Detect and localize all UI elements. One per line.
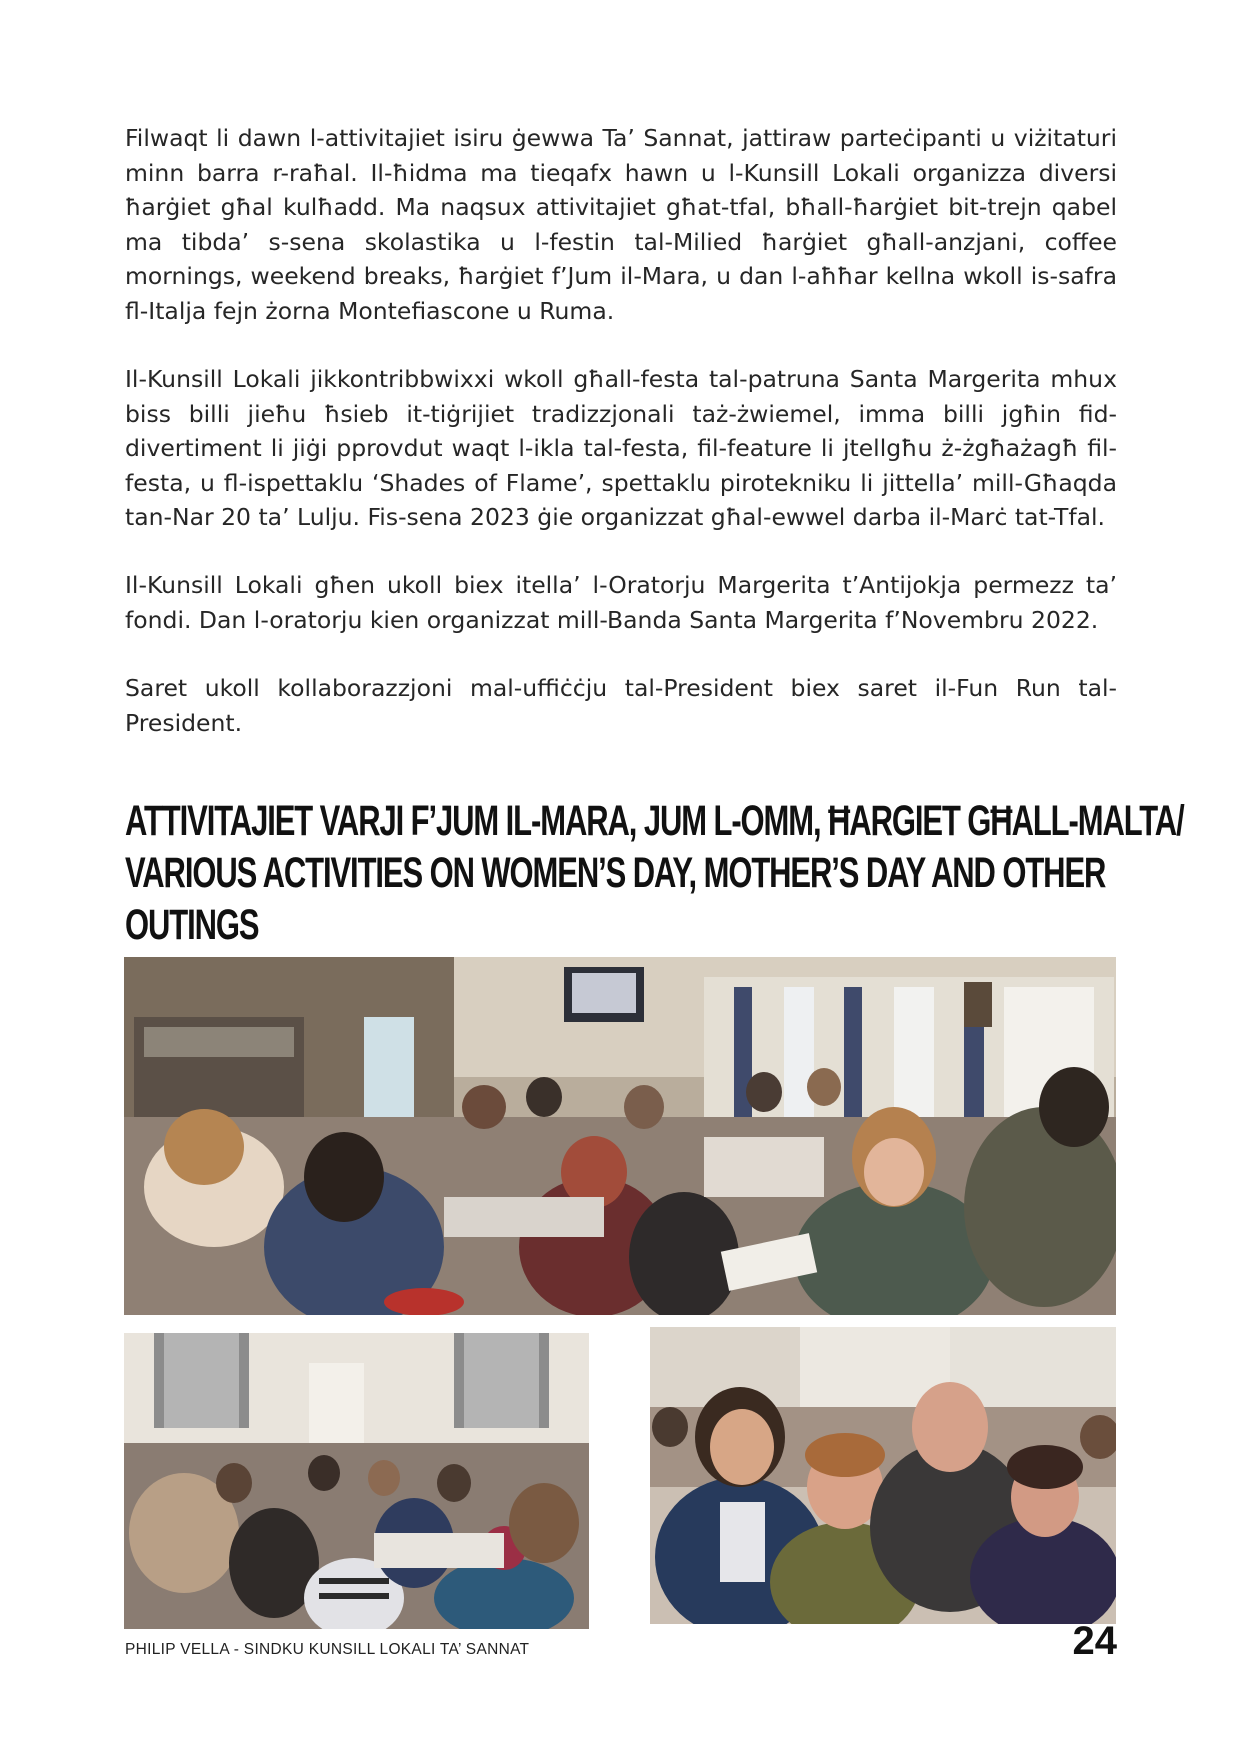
paragraph-fun-run: Saret ukoll kollaborazzjoni mal-uffiċċju tal-President biex saret il-Fun Run tal-President. xyxy=(125,674,1117,737)
women-day-hall-photo xyxy=(124,957,1116,1315)
section-heading-line-1: ATTIVITAJIET VARJI F’JUM IL-MARA, JUM L-OMM, ĦARGIET GĦALL-MALTA/ xyxy=(125,797,1184,845)
section-heading-line-2: VARIOUS ACTIVITIES ON WOMEN’S DAY, MOTHER’S DAY AND OTHER xyxy=(125,849,1106,897)
paragraph-outings: Filwaqt li dawn l-attivitajiet isiru ġewwa Ta’ Sannat, jattiraw parteċipanti u viżitaturi minn barra r-raħal. Il-ħidma ma tieqafx hawn u l-Kunsill Lokali organizza diversi ħarġiet għal kulħadd. Ma naqsux attivitajiet għat-tfal, bħall-ħarġiet bit-trejn qabel ma tibda’ s-sena skolastika u l-festin tal-Milied ħarġiet għall-anzjani, coffee mornings, weekend breaks, ħarġiet f’Jum il-Mara, u dan l-aħħar kellna wkoll is-safra fl-Italja fejn żorna Montefiascone u Ruma. xyxy=(125,124,1117,325)
footer-text: PHILIP VELLA - SINDKU KUNSILL LOKALI TA’ SANNAT xyxy=(125,1641,530,1658)
group-portrait-photo xyxy=(650,1327,1116,1624)
paragraph-oratorju: Il-Kunsill Lokali għen ukoll biex itella’ l-Oratorju Margerita t’Antijokja permezz ta’ fondi. Dan l-oratorju kien organizzat mill-Banda Santa Margerita f’Novembru 2022. xyxy=(125,571,1117,634)
paragraph-festa: Il-Kunsill Lokali jikkontribbwixxi wkoll għall-festa tal-patruna Santa Margerita mhux biss billi jieħu ħsieb it-tiġrijiet tradizzjonali taż-żwiemel, imma billi jgħin fid-divertiment li jiġi pprovdut waqt l-ikla tal-festa, fil-feature li jtellgħu ż-żgħażagħ fil-festa, u fl-ispettaklu ‘Shades of Flame’, spettaklu pirotekniku li jittella’ mill-Għaqda tan-Nar 20 ta’ Lulju. Fis-sena 2023 ġie organizzat għal-ewwel darba il-Marċ tat-Tfal. xyxy=(125,365,1117,531)
section-heading xyxy=(125,795,1184,951)
women-activity-hall-photo xyxy=(124,1333,589,1629)
section-heading-line-3: OUTINGS xyxy=(125,901,259,949)
page-number: 24 xyxy=(1072,1619,1117,1663)
